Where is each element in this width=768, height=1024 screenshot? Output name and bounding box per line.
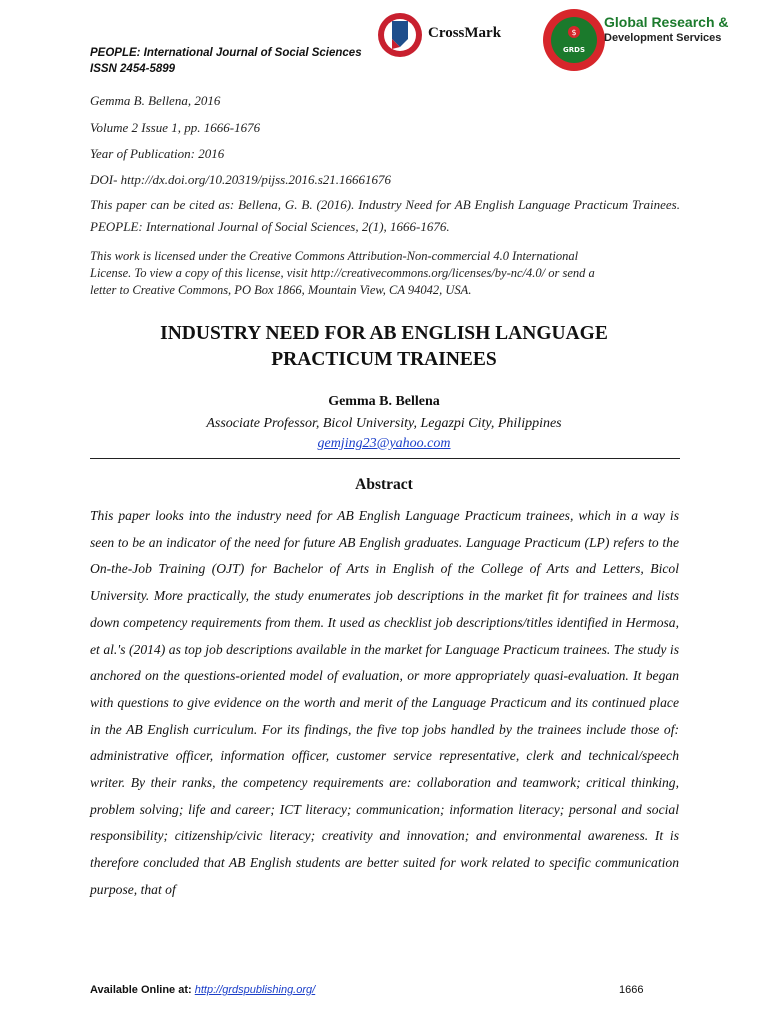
meta-year: Year of Publication: 2016 (90, 146, 225, 161)
author-name: Gemma B. Bellena (328, 394, 440, 409)
grds-logo-text: GRDS (563, 46, 585, 54)
title-line-2: PRACTICUM TRAINEES (271, 349, 497, 370)
title-line-1: INDUSTRY NEED FOR AB ENGLISH LANGUAGE (160, 323, 608, 344)
license-line-2[interactable]: License. To view a copy of this license, visit http://creativecommons.org/licenses/by-nc/4.0/ or send a (90, 266, 595, 280)
svg-text:$: $ (571, 28, 577, 37)
grds-seal-icon (542, 8, 606, 72)
crossmark-label: CrossMark (428, 25, 502, 41)
journal-name: PEOPLE: International Journal of Social Sciences (90, 47, 362, 59)
crossmark-icon[interactable] (376, 11, 424, 59)
publisher-name-line1: Global Research & (604, 14, 729, 30)
email-link[interactable]: gemjing23@yahoo.com (317, 436, 451, 451)
author-affiliation: Associate Professor, Bicol University, Legazpi City, Philippines (206, 416, 562, 431)
license-line-1: This work is licensed under the Creative Commons Attribution-Non-commercial 4.0 International (90, 249, 579, 263)
abstract-heading: Abstract (355, 476, 413, 493)
paper-title (90, 321, 678, 373)
meta-citation: This paper can be cited as: Bellena, G. B. (2016). Industry Need for AB English Language Practicum Trainees. PEOPLE: International Journal of Social Sciences, 2(1), 1666-1676. (90, 197, 680, 234)
journal-header (90, 45, 362, 77)
license-line-3: letter to Creative Commons, PO Box 1866, Mountain View, CA 94042, USA. (90, 283, 472, 297)
meta-doi[interactable]: DOI- http://dx.doi.org/10.20319/pijss.2016.s21.16661676 (90, 172, 392, 187)
abstract-text: This paper looks into the industry need for AB English Language Practicum trainees, which in a way is seen to be an indicator of the need for future AB English graduates. Language Practicum (LP) refers to the On-the-Job Training (OJT) for Bachelor of Arts in English of the College of Arts and Letters, Bicol University. More practically, the study enumerates job descriptions in the market fit for trainees and lists down competency requirements from them. It used as checklist job descriptions/titles identified in Hermosa, et al.'s (2014) as top job descriptions available in the market for Language Practicum trainees. The study is anchored on the questions-oriented model of evaluation, or more appropriately quasi-evaluation. It began with questions to give evidence on the worth and merit of the Language Practicum and its continued place in the AB English curriculum. For its findings, the five top jobs handled by the trainees include those of: administrative officer, information officer, customer service representative, clerk and technical/speech writer. By their ranks, the competency requirements are: collaboration and teamwork; critical thinking, problem solving; life and career; ICT literacy; communication; information literacy; personal and social responsibility; citizenship/civic literacy; creativity and innovation; and environmental awareness. It is therefore concluded that AB English students are better suited for work related to specific communication purpose, that of (90, 508, 679, 897)
divider (90, 458, 680, 459)
footer-available (90, 984, 315, 996)
meta-author-year: Gemma B. Bellena, 2016 (90, 93, 221, 108)
footer-label: Available Online at: (90, 984, 195, 996)
journal-issn: ISSN 2454-5899 (90, 63, 176, 75)
page-number: 1666 (619, 984, 644, 996)
publisher-name-line2: Development Services (604, 32, 722, 44)
footer-url-link[interactable]: http://grdspublishing.org/ (194, 984, 316, 996)
meta-license (90, 248, 670, 299)
author-email[interactable] (90, 436, 678, 452)
meta-volume: Volume 2 Issue 1, pp. 1666-1676 (90, 120, 261, 135)
